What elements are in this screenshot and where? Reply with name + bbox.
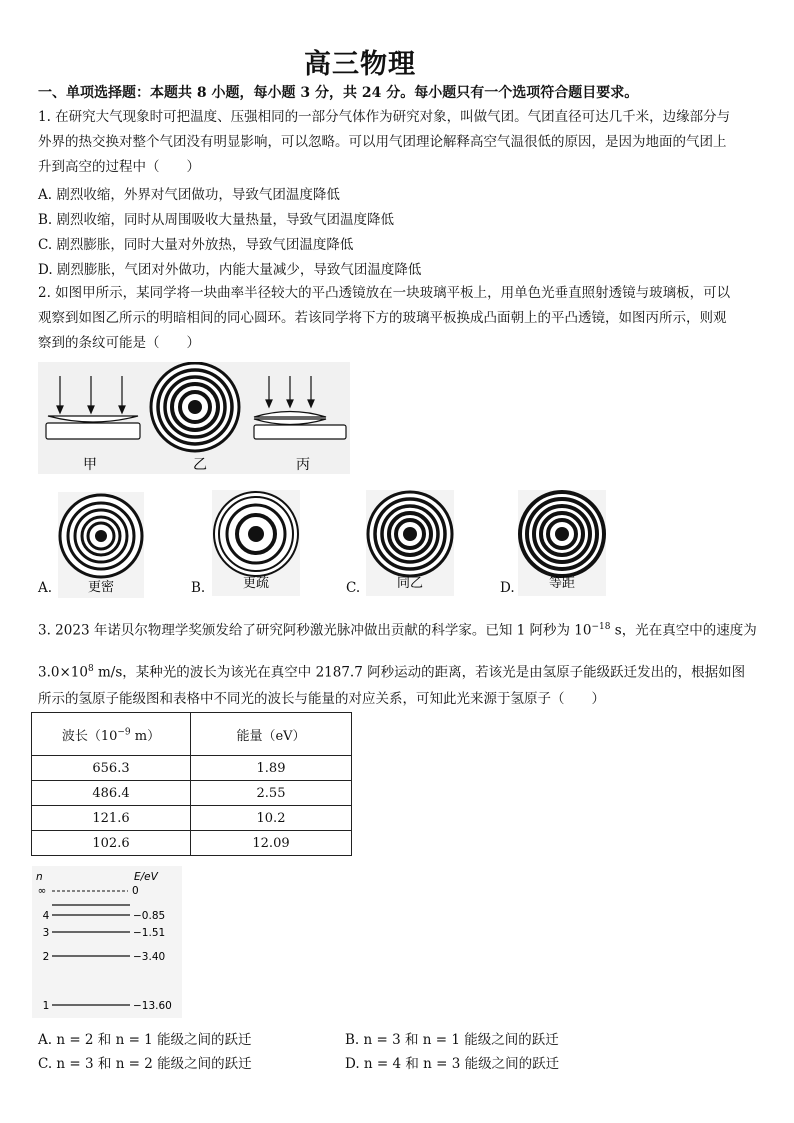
option-c-caption: 同乙	[396, 576, 424, 591]
table-cell: 656.3	[32, 756, 191, 781]
option-d-caption: 等距	[548, 576, 576, 591]
q2-option-a-figure	[58, 492, 144, 598]
level-n-2: 2	[42, 951, 50, 963]
q2-option-c-figure	[366, 490, 454, 596]
table-row	[32, 781, 352, 806]
table-cell: 12.09	[191, 831, 352, 856]
q3-line-3: 所示的氢原子能级图和表格中不同光的波长与能量的对应关系，可知此光来源于氢原子（ ）	[38, 691, 605, 707]
table-cell: 102.6	[32, 831, 191, 856]
q1-line-3: 升到高空的过程中（ ）	[38, 159, 200, 175]
q2-option-d-letter: D.	[500, 580, 515, 596]
table-header-wavelength: 波长（$10^{-9}$ m）	[32, 713, 191, 756]
q3-line-1: 3. 2023 年诺贝尔物理学奖颁发给了研究阿秒激光脉冲做出贡献的科学家。已知 1 阿秒为 $10^{-18}$ s，光在真空中的速度为	[38, 622, 757, 639]
wavelength-energy-table	[31, 712, 352, 856]
table-row	[32, 831, 352, 856]
level-n-1: 1	[42, 1000, 50, 1012]
q2-option-a-letter: A.	[38, 580, 53, 596]
level-e-4: −0.85	[133, 910, 166, 922]
table-cell: 1.89	[191, 756, 352, 781]
q1-line-2: 外界的热交换对整个气团没有明显影响，可以忽略。可以用气团理论解释高空气温很低的原因，是因为地面的气团上	[38, 134, 727, 150]
figure-label-jia: 甲	[83, 457, 97, 473]
table-cell: 486.4	[32, 781, 191, 806]
table-cell: 121.6	[32, 806, 191, 831]
figure-yi-rings	[151, 363, 239, 451]
axis-label-n: n	[36, 871, 43, 883]
q1-line-1: 1. 在研究大气现象时可把温度、压强相同的一部分气体作为研究对象，叫做气团。气团直径可达几千米，边缘部分与	[38, 109, 731, 125]
figure-label-bing: 丙	[296, 457, 310, 473]
q3-line-2: $3.0\times 10^8$ m/s，某种光的波长为该光在真空中 2187.7 阿秒运动的距离，若该光是由氢原子能级跃迁发出的，根据如图	[38, 664, 746, 681]
level-n-3: 3	[42, 927, 50, 939]
q2-option-c-letter: C.	[346, 580, 361, 596]
table-row	[32, 806, 352, 831]
q3-option-a: A. n = 2 和 n = 1 能级之间的跃迁	[38, 1032, 252, 1048]
option-a-caption: 更密	[87, 580, 115, 595]
level-n-inf: ∞	[37, 885, 47, 897]
q3-option-d: D. n = 4 和 n = 3 能级之间的跃迁	[345, 1056, 560, 1072]
option-b-caption: 更疏	[242, 576, 270, 591]
table-cell: 2.55	[191, 781, 352, 806]
q3-option-c: C. n = 3 和 n = 2 能级之间的跃迁	[38, 1056, 252, 1072]
page-title: 高三物理	[304, 49, 416, 80]
figure-label-yi: 乙	[193, 457, 207, 473]
q2-line-2: 观察到如图乙所示的明暗相间的同心圆环。若该同学将下方的玻璃平板换成凸面朝上的平凸透镜，如图丙所示，则观	[38, 310, 727, 326]
q2-line-1: 2. 如图甲所示，某同学将一块曲率半径较大的平凸透镜放在一块玻璃平板上，用单色光垂直照射透镜与玻璃板，可以	[38, 285, 731, 301]
q3-option-b: B. n = 3 和 n = 1 能级之间的跃迁	[345, 1032, 559, 1048]
table-cell: 10.2	[191, 806, 352, 831]
level-e-2: −3.40	[133, 951, 166, 963]
q2-option-b-letter: B.	[191, 580, 206, 596]
energy-level-diagram	[32, 866, 182, 1018]
section-heading: 一、单项选择题：本题共 8 小题，每小题 3 分，共 24 分。每小题只有一个选项符合题目要求。	[38, 85, 639, 101]
table-header-energy: 能量（eV）	[191, 713, 352, 756]
axis-label-energy: E/eV	[134, 871, 158, 883]
q1-option-d: D. 剧烈膨胀，气团对外做功，内能大量减少，导致气团温度降低	[38, 262, 422, 278]
q1-option-b: B. 剧烈收缩，同时从周围吸收大量热量，导致气团温度降低	[38, 212, 395, 228]
level-e-inf: 0	[132, 885, 139, 897]
q2-setup-figure	[38, 362, 350, 474]
q1-option-c: C. 剧烈膨胀，同时大量对外放热，导致气团温度降低	[38, 237, 354, 253]
level-e-3: −1.51	[133, 927, 166, 939]
table-row	[32, 756, 352, 781]
q2-option-b-figure	[212, 490, 300, 596]
q2-option-d-figure	[518, 490, 606, 596]
q1-option-a: A. 剧烈收缩，外界对气团做功，导致气团温度降低	[38, 187, 340, 203]
level-e-1: −13.60	[133, 1000, 172, 1012]
level-n-4: 4	[42, 910, 50, 922]
q2-line-3: 察到的条纹可能是（ ）	[38, 335, 200, 351]
